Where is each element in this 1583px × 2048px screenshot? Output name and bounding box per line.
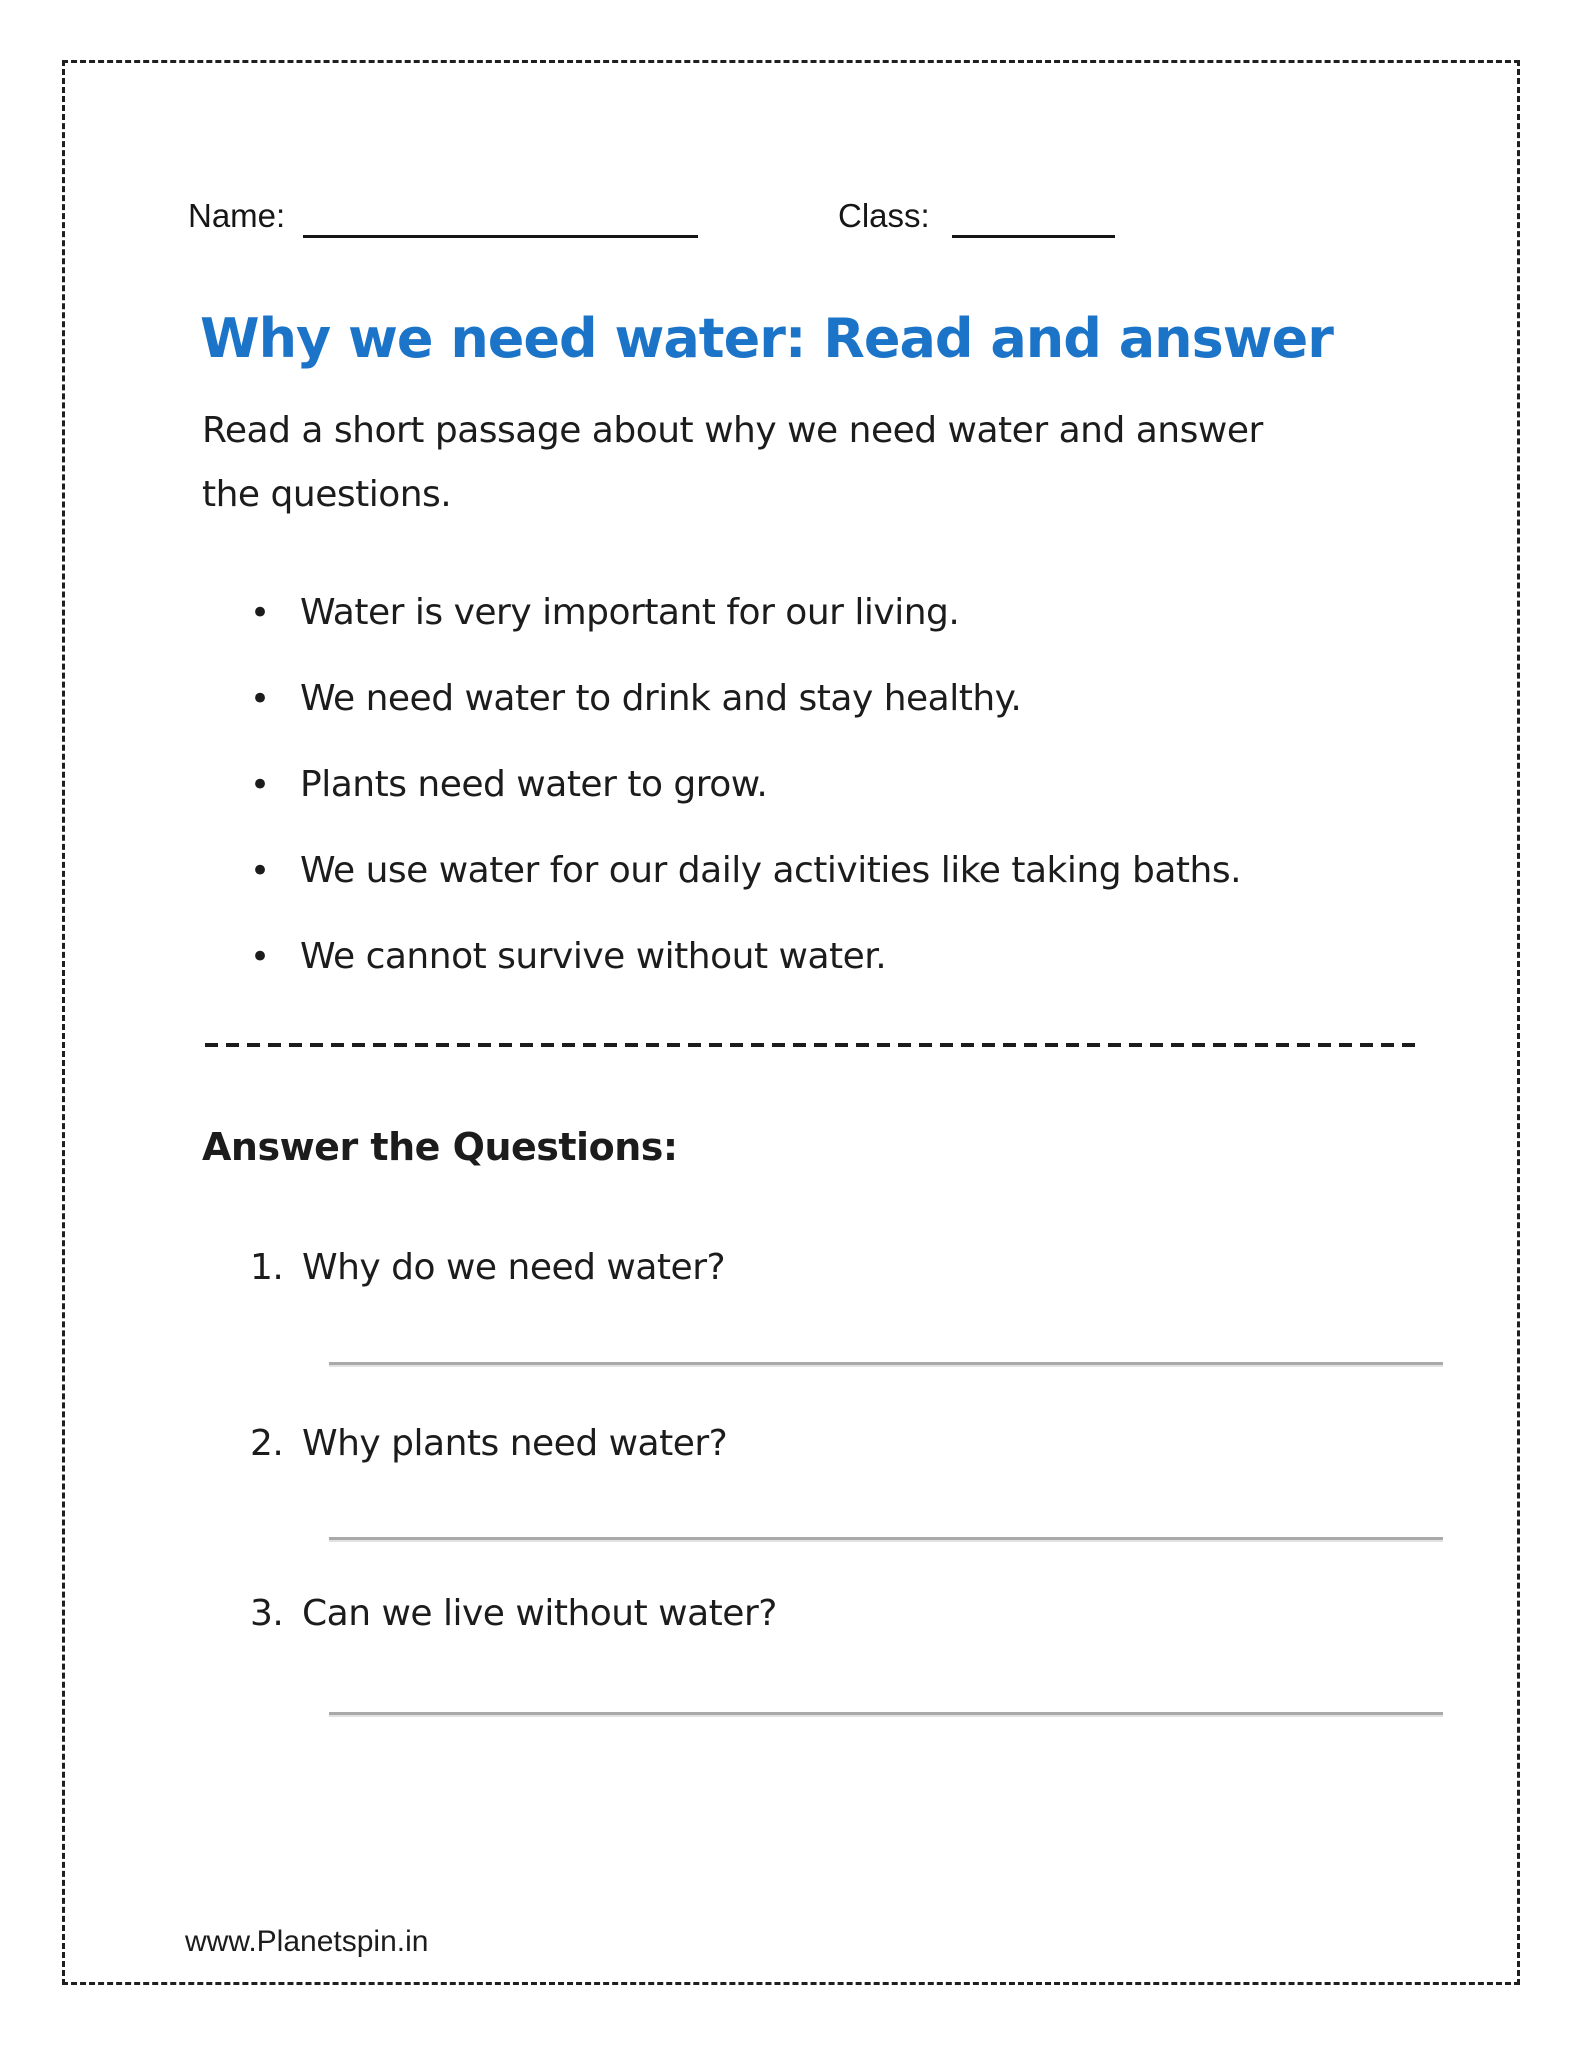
bullet-item xyxy=(250,761,1241,847)
answer-line xyxy=(329,1362,1443,1365)
footer-website: www.Planetspin.in xyxy=(185,1925,429,1958)
question-text: Why plants need water? xyxy=(302,1423,728,1464)
name-label: Name: xyxy=(188,197,286,234)
question-text: Why do we need water? xyxy=(302,1247,726,1288)
question-text: Can we live without water? xyxy=(302,1593,777,1634)
question-number: 1. xyxy=(250,1247,284,1288)
intro-text xyxy=(202,399,1263,527)
bullet-icon: • xyxy=(250,593,270,633)
bullet-text: We cannot survive without water. xyxy=(300,936,887,977)
question-number: 3. xyxy=(250,1593,284,1634)
bullet-text: We need water to drink and stay healthy. xyxy=(300,678,1022,719)
bullet-text: Water is very important for our living. xyxy=(300,592,960,633)
name-blank-line xyxy=(303,202,698,238)
bullet-item xyxy=(250,933,1241,1019)
bullet-item xyxy=(250,675,1241,761)
intro-line: Read a short passage about why we need water and answer xyxy=(202,410,1263,451)
question-number: 2. xyxy=(250,1423,284,1464)
bullet-item xyxy=(250,847,1241,933)
dashed-divider xyxy=(205,1043,1421,1047)
answer-line xyxy=(329,1537,1443,1540)
bullet-icon: • xyxy=(250,851,270,891)
class-label: Class: xyxy=(838,197,930,234)
questions-heading: Answer the Questions: xyxy=(202,1125,678,1169)
class-blank-line xyxy=(952,202,1115,238)
passage-bullet-list xyxy=(250,589,1241,1019)
bullet-icon: • xyxy=(250,765,270,805)
bullet-text: We use water for our daily activities like taking baths. xyxy=(300,850,1242,891)
bullet-icon: • xyxy=(250,937,270,977)
bullet-text: Plants need water to grow. xyxy=(300,764,768,805)
answer-line xyxy=(329,1712,1443,1715)
intro-line: the questions. xyxy=(202,474,452,515)
bullet-item xyxy=(250,589,1241,675)
page-title: Why we need water: Read and answer xyxy=(200,307,1333,370)
page-dashed-border xyxy=(62,60,1520,1985)
bullet-icon: • xyxy=(250,679,270,719)
